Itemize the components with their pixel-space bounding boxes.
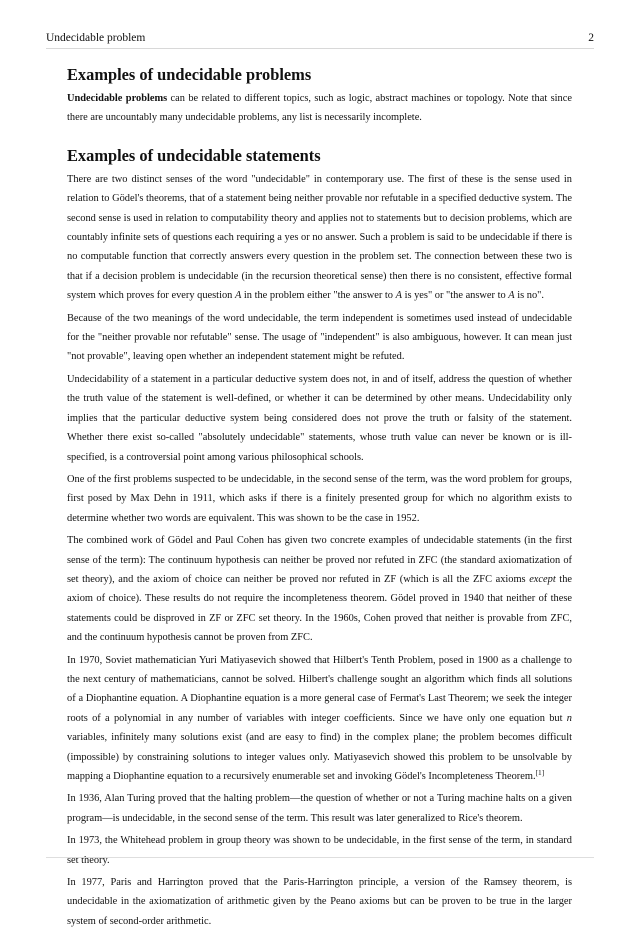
footer-divider <box>46 857 594 858</box>
paragraph: Because of the two meanings of the word undecidable, the term independent is sometimes used instead of undecidable for the "neither provable nor refutable" sense. The usage of "independent" is also ambiguous, however. It can mean just "not provable", leaving open whether an independent statement might be refuted. <box>67 312 572 363</box>
page-header <box>46 30 594 49</box>
paragraph: There are two distinct senses of the word "undecidable" in contemporary use. The first of these is the sense used in relation to Gödel's theorems, that of a statement being neither provable nor refutable in a specified deductive system. The second sense is used in relation to computability theory and applies not to statements but to decision problems, which are countably infinite sets of questions each requiring a yes or no answer. Such a problem is said to be undecidable if there is no computable function that correctly answers every question in the problem set. The connection between these two is that if a decision problem is undecidable (in the recursion theoretical sense) then there is no consistent, effective formal system which proves for every question A in the problem either "the answer to A is yes" or "the answer to A is no". <box>67 173 572 302</box>
section-heading-undecidable-problems: Examples of undecidable problems <box>67 65 312 84</box>
paragraph: In 1977, Paris and Harrington proved that the Paris-Harrington principle, a version of the Ramsey theorem, is undecidable in the axiomatization of arithmetic given by the Peano axioms but can be proven to be true in the larger system of second-order arithmetic. <box>67 877 572 927</box>
paragraph: One of the first problems suspected to be undecidable, in the second sense of the term, was the word problem for groups, first posed by Max Dehn in 1911, which asks if there is a finitely presented group for which no algorithm exists to determine whether two words are equivalent. This was shown to be the case in 1952. <box>67 473 572 524</box>
paragraph: The combined work of Gödel and Paul Cohen has given two concrete examples of undecidable statements (in the first sense of the term): The continuum hypothesis can neither be proved nor refuted in ZFC (the standard axiomatization of set theory), and the axiom of choice can neither be proved nor refuted in ZF (which is all the ZFC axioms except the axiom of choice). These results do not require the incompleteness theorem. Gödel proved in 1940 that neither of these statements could be disproved in ZF or ZFC set theory. In the 1960s, Cohen proved that neither is provable from ZFC, and the continuum hypothesis cannot be proven from ZFC. <box>67 535 572 644</box>
italic-word: except <box>529 573 556 585</box>
italic-variable: A <box>234 290 242 302</box>
article-body <box>67 60 572 931</box>
paragraph: Undecidability of a statement in a particular deductive system does not, in and of itself, address the question of whether the truth value of the statement is well-defined, or whether it can be determined by other means. Undecidability only implies that the particular deductive system being considered does not prove the truth or falsity of the statement. Whether there exist so-called "absolutely undecidable" statements, whose truth value can never be known or is ill-specified, is a controversial point among various philosophical schools. <box>67 373 572 463</box>
italic-variable: A <box>508 290 515 302</box>
paragraph: In 1970, Soviet mathematician Yuri Matiyasevich showed that Hilbert's Tenth Problem, posed in 1900 as a challenge to the next century of mathematicians, cannot be solved. Hilbert's challenge sought an algorithm which finds all solutions of a Diophantine equation. A Diophantine equation is a more general case of Fermat's Last Theorem; we seek the integer roots of a polynomial in any number of variables with integer coefficients. Since we have only one equation but n variables, infinitely many solutions exist (and are easy to find) in the complex plane; the problem becomes difficult (impossible) by constraining solutions to integer values only. Matiyasevich showed this problem to be unsolvable by mapping a Diophantine equation to a recursively enumerable set and invoking Gödel's Incompleteness Theorem.[1] <box>67 654 572 782</box>
paragraph: Undecidable problems can be related to different topics, such as logic, abstract machines or topology. Note that since there are uncountably many undecidable problems, any list is necessarily incomplete. <box>67 93 572 124</box>
section-heading-undecidable-statements: Examples of undecidable statements <box>67 145 321 165</box>
paragraph: In 1936, Alan Turing proved that the halting problem—the question of whether or not a Turing machine halts on a given program—is undecidable, in the second sense of the term. This result was later generalized to Rice's theorem. <box>67 793 572 824</box>
running-title: Undecidable problem <box>46 32 146 44</box>
page-number: 2 <box>588 32 594 44</box>
paragraph: In 1973, the Whitehead problem in group theory was shown to be undecidable, in the first sense of the term, in standard set theory. <box>67 835 572 866</box>
bold-term: Undecidable problems <box>67 93 168 104</box>
reference-link[interactable]: [1] <box>535 768 545 777</box>
italic-variable: A <box>395 290 402 302</box>
italic-variable: n <box>566 712 572 724</box>
